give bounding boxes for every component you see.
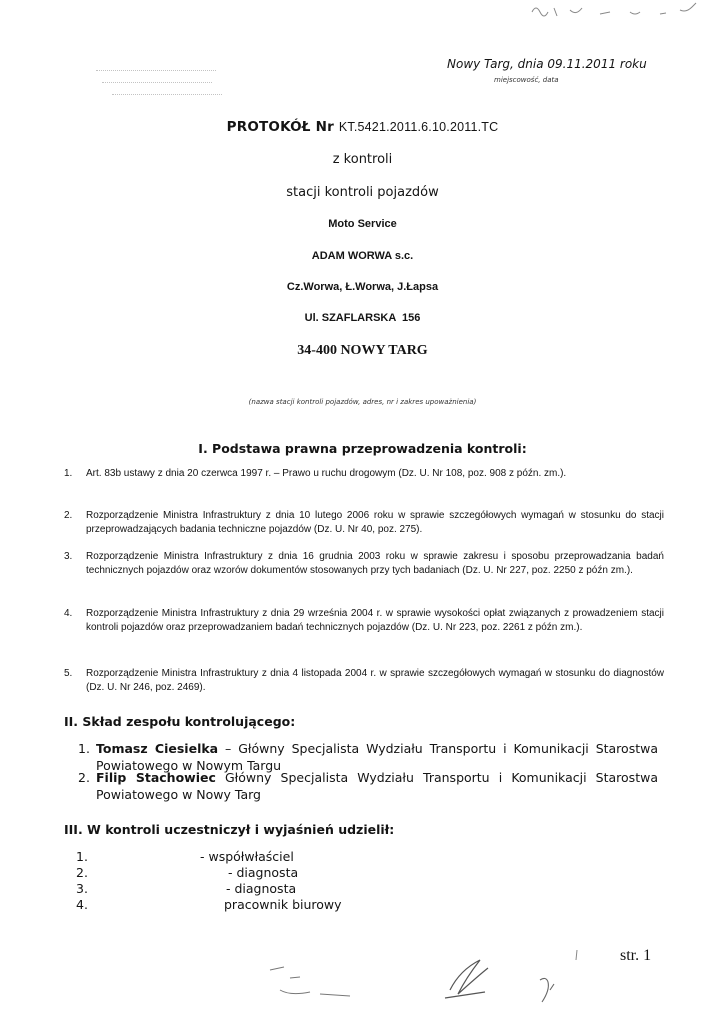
legal-basis-text: Rozporządzenie Ministra Infrastruktury z dnia 16 grudnia 2003 roku w sprawie zakresu i sposobu przeprowadzania badań technicznych pojazdów oraz wzorów dokumentów stosowanych przy tych badaniach (Dz. U. Nr 227, poz. 2250 z późn zm.). [86,551,664,576]
team-member-role: – Główny Specjalista Wydziału Transportu i Komunikacji Starostwa Powiatowego w Nowym Targu [96,741,658,773]
participant-role: - współwłaściel [200,849,294,864]
protocol-title-prefix: PROTOKÓŁ Nr [226,119,334,135]
legal-basis-number: 2. [64,510,73,521]
place-date-caption: miejscowość, data [494,76,559,84]
page-number: str. 1 [620,947,652,964]
team-member-name: Tomasz Ciesielka [96,741,219,756]
team-member-number: 2. [78,770,90,785]
legal-basis-number: 4. [64,608,73,619]
team-member [78,769,658,803]
legal-basis-number: 5. [64,668,73,679]
handwritten-signatures [250,950,610,1010]
legal-basis-number: 1. [64,468,73,479]
handwritten-marks-top [530,0,710,24]
station-city: 34-400 NOWY TARG [297,343,428,358]
section-2-heading: II. Skład zespołu kontrolującego: [64,714,296,729]
legal-basis-item [64,667,664,695]
participant-number: 4. [76,897,88,912]
team-member-role: Główny Specjalista Wydziału Transportu i Komunikacji Starostwa Powiatowego w Nowy Targ [96,770,658,802]
legal-basis-item [64,467,664,481]
place-date: Nowy Targ, dnia 09.11.2011 roku [447,57,647,71]
station-caption: (nazwa stacji kontroli pojazdów, adres, nr i zakres upoważnienia) [248,398,477,406]
protocol-number: KT.5421.2011.6.10.2011.TC [338,120,499,134]
legal-basis-text: Rozporządzenie Ministra Infrastruktury z dnia 29 września 2004 r. w sprawie wysokości opłat związanych z prowadzeniem stacji kontroli pojazdów oraz przeprowadzaniem badań technicznych pojazdów (Dz. U. Nr 223, poz. 2261 z późn zm.). [86,608,664,633]
participant-number: 2. [76,865,88,880]
team-member-number: 1. [78,741,90,756]
legal-basis-text: Rozporządzenie Ministra Infrastruktury z dnia 10 lutego 2006 roku w sprawie szczegółowych wymagań w stosunku do stacji przeprowadzających badania techniczne pojazdów (Dz. U. Nr 40, poz. 275). [86,510,664,535]
participant-number: 1. [76,849,88,864]
legal-basis-item [64,607,664,635]
legal-basis-text: Rozporządzenie Ministra Infrastruktury z dnia 4 listopada 2004 r. w sprawie szczegółowych wymagań w stosunku do diagnostów (Dz. U. Nr 246, poz. 2469). [86,668,664,693]
station-name: Moto Service [328,218,397,230]
section-3-heading: III. W kontroli uczestniczył i wyjaśnień udzielił: [64,822,395,837]
participant-number: 3. [76,881,88,896]
team-member-name: Filip Stachowiec [96,770,216,785]
station-owner: ADAM WORWA s.c. [311,250,414,262]
participant-role: - diagnosta [228,865,299,880]
legal-basis-text: Art. 83b ustawy z dnia 20 czerwca 1997 r. – Prawo u ruchu drogowym (Dz. U. Nr 108, poz. 908 z późn. zm.). [86,468,567,479]
title-line-1: z kontroli [332,152,393,167]
participant-role: pracownik biurowy [224,897,342,912]
station-owners-names: Cz.Worwa, Ł.Worwa, J.Łapsa [286,281,439,293]
legal-basis-item [64,509,664,537]
station-street: Ul. SZAFLARSKA 156 [304,312,421,324]
protocol-title [0,119,725,135]
participant-role: - diagnosta [226,881,297,896]
faint-stamp [92,62,232,102]
legal-basis-item [64,550,664,578]
legal-basis-number: 3. [64,551,73,562]
section-1-heading: I. Podstawa prawna przeprowadzenia kontroli: [198,441,527,456]
title-line-2: stacji kontroli pojazdów [286,185,439,200]
